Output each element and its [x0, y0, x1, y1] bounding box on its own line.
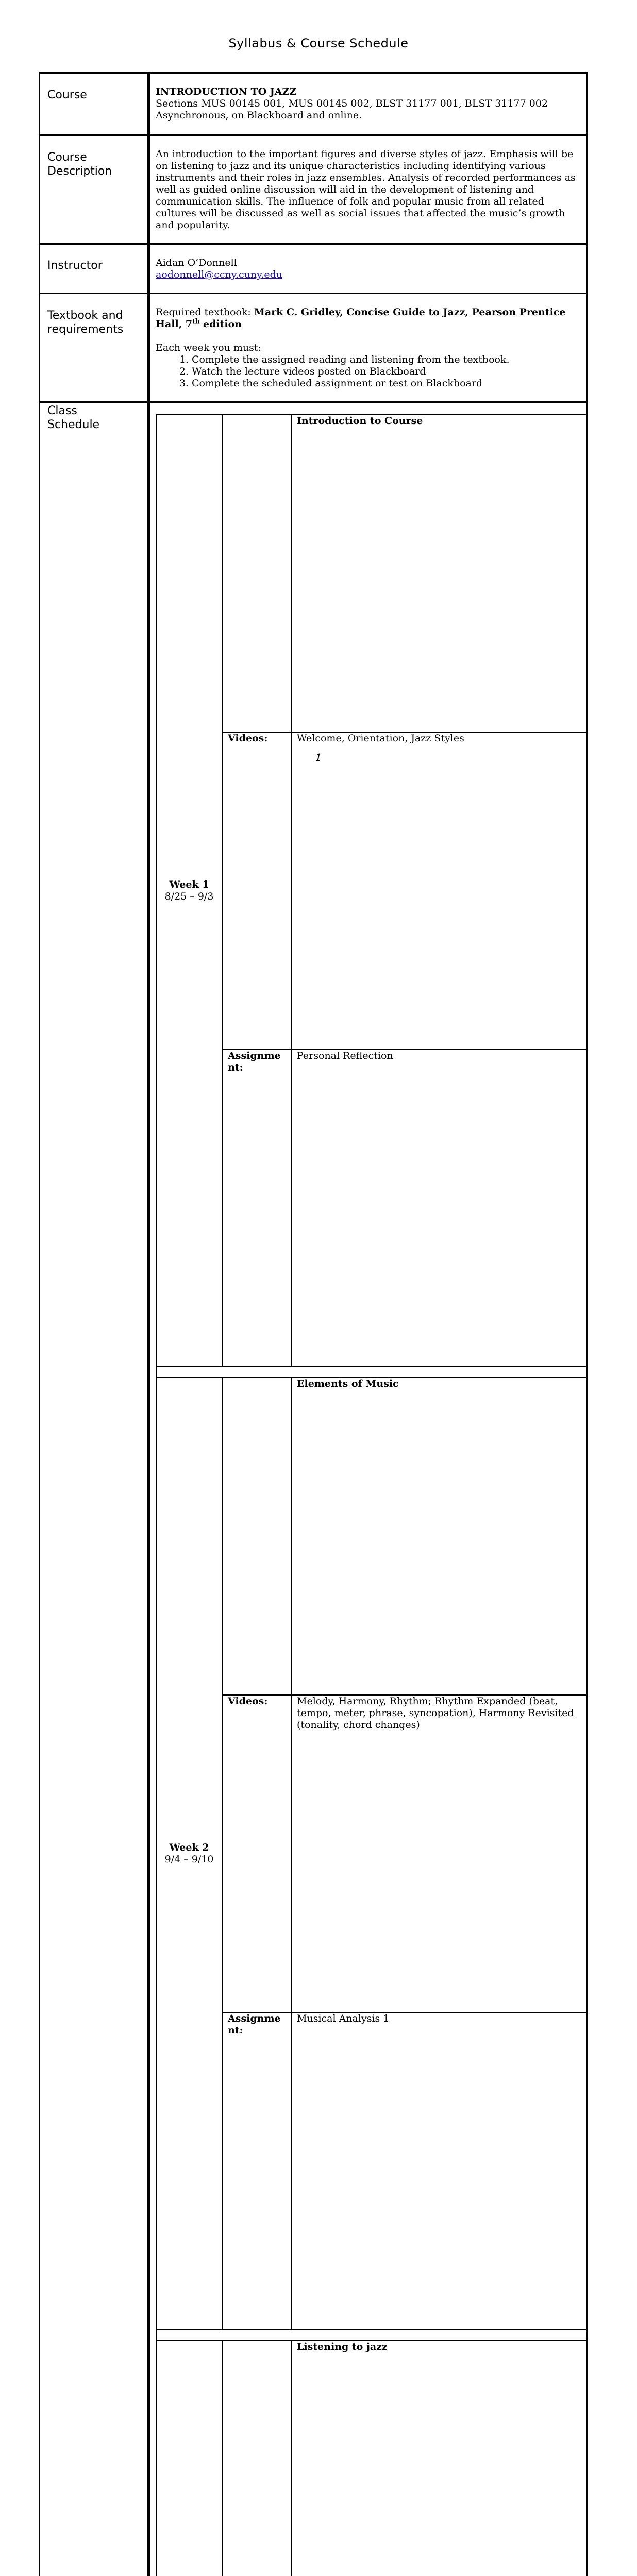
topic-key-cell — [222, 415, 291, 732]
description-row — [40, 135, 588, 244]
row-key: Assignme nt: — [222, 1049, 291, 1367]
topic-key-cell — [222, 1378, 291, 1695]
edition-suffix: edition — [199, 318, 242, 330]
week-dates: 8/25 – 9/3 — [159, 891, 220, 903]
row-key: Videos: — [222, 732, 291, 1049]
textbook-title: Mark C. Gridley, Concise Guide to Jazz, Pearson Prentice Hall, 7 — [156, 307, 565, 330]
page-number: 1 — [0, 751, 637, 764]
schedule-label — [40, 402, 149, 2576]
weekly-intro: Each week you must: — [156, 342, 582, 354]
course-label: Course — [40, 73, 149, 135]
table-row — [156, 415, 587, 732]
instructor-name: Aidan O’Donnell — [156, 257, 582, 269]
task-item: 1. Complete the assigned reading and listening from the textbook. — [192, 354, 582, 366]
textbook-label-line2: requirements — [47, 323, 143, 336]
instructor-row — [40, 244, 588, 294]
schedule-table — [156, 414, 588, 2576]
row-value: Melody, Harmony, Rhythm; Rhythm Expanded (beat, tempo, meter, phrase, syncopation), Harmony Revisited (tonality, chord changes) — [291, 1695, 587, 2012]
course-title: INTRODUCTION TO JAZZ — [156, 86, 582, 98]
required-textbook — [156, 307, 582, 330]
textbook-label-line1: Textbook and — [47, 309, 143, 323]
course-sections: Sections MUS 00145 001, MUS 00145 002, BLST 31177 001, BLST 31177 002 — [156, 98, 582, 110]
schedule-label-line2: Schedule — [47, 418, 143, 432]
row-value: Personal Reflection — [291, 1049, 587, 1367]
schedule-label-line1: Class — [47, 404, 143, 418]
week-topic: Elements of Music — [291, 1378, 587, 1695]
instructor-email-link[interactable]: aodonnell@ccny.cuny.edu — [156, 269, 282, 280]
weekly-task-list — [156, 354, 582, 389]
course-info — [149, 73, 588, 135]
row-key: Videos: — [222, 1695, 291, 2012]
description-label-line1: Course — [47, 150, 143, 164]
week-cell — [156, 2341, 222, 2576]
page-title: Syllabus & Course Schedule — [0, 36, 637, 50]
row-value: Musical Analysis 1 — [291, 2012, 587, 2330]
course-format: Asynchronous, on Blackboard and online. — [156, 110, 582, 122]
week-name: Week 2 — [159, 1842, 220, 1854]
task-item: 3. Complete the scheduled assignment or test on Blackboard — [192, 378, 582, 389]
week-topic: Introduction to Course — [291, 415, 587, 732]
textbook-info — [149, 294, 588, 402]
row-key: Assignme nt: — [222, 2012, 291, 2330]
table-row — [156, 2341, 587, 2576]
row-value: Welcome, Orientation, Jazz Styles — [291, 732, 587, 1049]
week-cell — [156, 1378, 222, 2330]
table-row — [156, 1378, 587, 1695]
syllabus-table — [39, 72, 588, 2576]
course-row — [40, 73, 588, 135]
description-label-line2: Description — [47, 164, 143, 178]
schedule-row — [40, 402, 588, 2576]
task-item: 2. Watch the lecture videos posted on Blackboard — [192, 366, 582, 378]
week-name: Week 1 — [159, 879, 220, 891]
textbook-row — [40, 294, 588, 402]
spacer-row — [156, 2330, 587, 2341]
week-dates: 9/4 – 9/10 — [159, 1854, 220, 1866]
instructor-info — [149, 244, 588, 294]
edition-superscript: th — [192, 318, 199, 325]
textbook-label — [40, 294, 149, 402]
week-topic: Listening to jazz — [291, 2341, 587, 2576]
topic-key-cell — [222, 2341, 291, 2576]
description-text: An introduction to the important figures and diverse styles of jazz. Emphasis will be on listening to jazz and its unique characteristics including identifying various instruments and their roles in jazz ensembles. Analysis of recorded performances as well as guided online discussion will aid in the development of listening and communication skills. The influence of folk and popular music from all related cultures will be discussed as well as social issues that affected the music’s growth and popularity. — [149, 135, 588, 244]
required-prefix: Required textbook: — [156, 307, 254, 318]
week-cell — [156, 415, 222, 1367]
description-label — [40, 135, 149, 244]
spacer-row — [156, 1367, 587, 1378]
instructor-label: Instructor — [40, 244, 149, 294]
schedule-container — [149, 402, 588, 2576]
